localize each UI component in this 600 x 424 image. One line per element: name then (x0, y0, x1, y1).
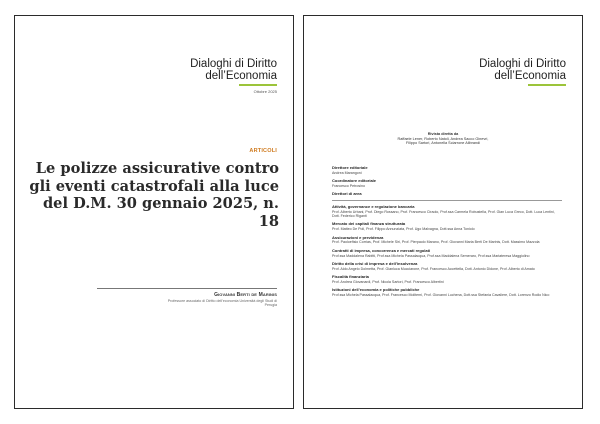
journal-title-line1: Dialoghi di Diritto (190, 58, 277, 70)
board-block (332, 288, 562, 297)
editorial-board (332, 166, 562, 302)
masthead-line2: Filippo Sartori, Antonella Sciarrone Alibrandi (405, 141, 481, 146)
masthead-line1: Raffaele Lener, Roberto Natoli, Andrea Sacco Ginevri, (397, 136, 489, 141)
journal-title-line1: Dialoghi di Diritto (479, 58, 566, 70)
board-block-names: Prof.ssa Maddalena Rabitti, Prof.ssa Michela Passalacqua, Prof.ssa Maddalena Semeraro, Prof.ssa Mariateresa Maggiolino (332, 253, 530, 258)
issue-date: Ottobre 2025 (253, 89, 277, 94)
author-name: Giovanni Berti de Marinis (214, 292, 277, 298)
journal-title-line2: dell’Economia (205, 70, 277, 82)
board-block-names: Prof. Alberto Urbani, Prof. Diego Rossano, Prof. Francesco Ciraolo, Prof.ssa Carmela Robustella, Prof. Gian Luca Greco, Dott. Luca Lentini, Dott. Federico Riganti (332, 209, 555, 218)
board-block (332, 205, 562, 219)
board-block (332, 275, 562, 284)
board-block-title: Fiscalità finanziaria (332, 274, 369, 280)
masthead (304, 132, 582, 146)
board-block-names: Prof.ssa Michela Passalacqua, Prof. Francesco Moliterni, Prof. Giovanni Luchena, Dott.ssa Stefania Cavaliere, Dott. Lorenzo Rodio Nico (332, 293, 550, 298)
board-block-names: Francesco Petrosino (332, 184, 365, 188)
board-block-title: Coordinatore editoriale (332, 178, 377, 184)
section-label: ARTICOLI (249, 148, 277, 154)
board-block (332, 166, 562, 175)
board-block-title: Direttori di area (332, 191, 362, 197)
author-affiliation: Professore associato di Diritto dell’economia Università degli Studi di Perugia (167, 299, 277, 308)
board-block (332, 236, 562, 245)
journal-title (479, 58, 566, 82)
accent-line (528, 84, 566, 86)
board-block-title: Mercato dei capitali finanza strutturata (332, 221, 406, 227)
author-divider (97, 288, 277, 289)
board-block-title: Diritto della crisi di impresa e dell’insolvenza (332, 260, 418, 266)
board-block-names: Prof. Paoloefisio Corrias, Prof. Michele Siri, Prof. Pierpaolo Marano, Prof. Giovanni Maria Berti De Marinis, Dott. Massimo Mazzola (332, 240, 540, 245)
left-page (14, 15, 294, 409)
board-block (332, 249, 562, 258)
article-title: Le polizze assicurative contro gli eventi catastrofali alla luce del D.M. 30 gennaio 2025, n. 18 (29, 160, 279, 230)
board-block (332, 179, 562, 188)
journal-title (190, 58, 277, 82)
masthead-label: Rivista diretta da (427, 132, 459, 136)
board-block (332, 262, 562, 271)
board-block (332, 222, 562, 231)
board-block-names: Prof. Matteo De Poli, Prof. Filippo Annunziata, Prof. Ugo Malvagna, Dott.ssa Anna Toniolo (332, 227, 475, 232)
board-block-names: Prof. Aldo Angelo Dolmetta, Prof. Gianluca Mucciarone, Prof. Francesco Accettella, Dott. Antonio Didone, Prof. Alberto di Amato (332, 266, 535, 271)
board-block-title: Contratti di impresa, concorrenza e mercati regolati (332, 247, 431, 253)
board-block-names: Prof. Andrea Giovanardi, Prof. Nicola Sartori, Prof. Francesco Albertini (332, 279, 444, 284)
journal-title-line2: dell’Economia (494, 70, 566, 82)
board-block-title: Assicurazioni e previdenza (332, 234, 384, 240)
board-divider (332, 200, 562, 201)
board-block (332, 192, 562, 200)
right-page (303, 15, 583, 409)
board-block-title: Istituzioni dell’economia e politiche pubbliche (332, 287, 420, 293)
board-block-title: Direttore editoriale (332, 165, 368, 170)
board-block-title: Attività, governance e regolazione bancaria (332, 203, 415, 209)
board-block-names: Andrea Marangoni (332, 170, 362, 175)
accent-line (239, 84, 277, 86)
